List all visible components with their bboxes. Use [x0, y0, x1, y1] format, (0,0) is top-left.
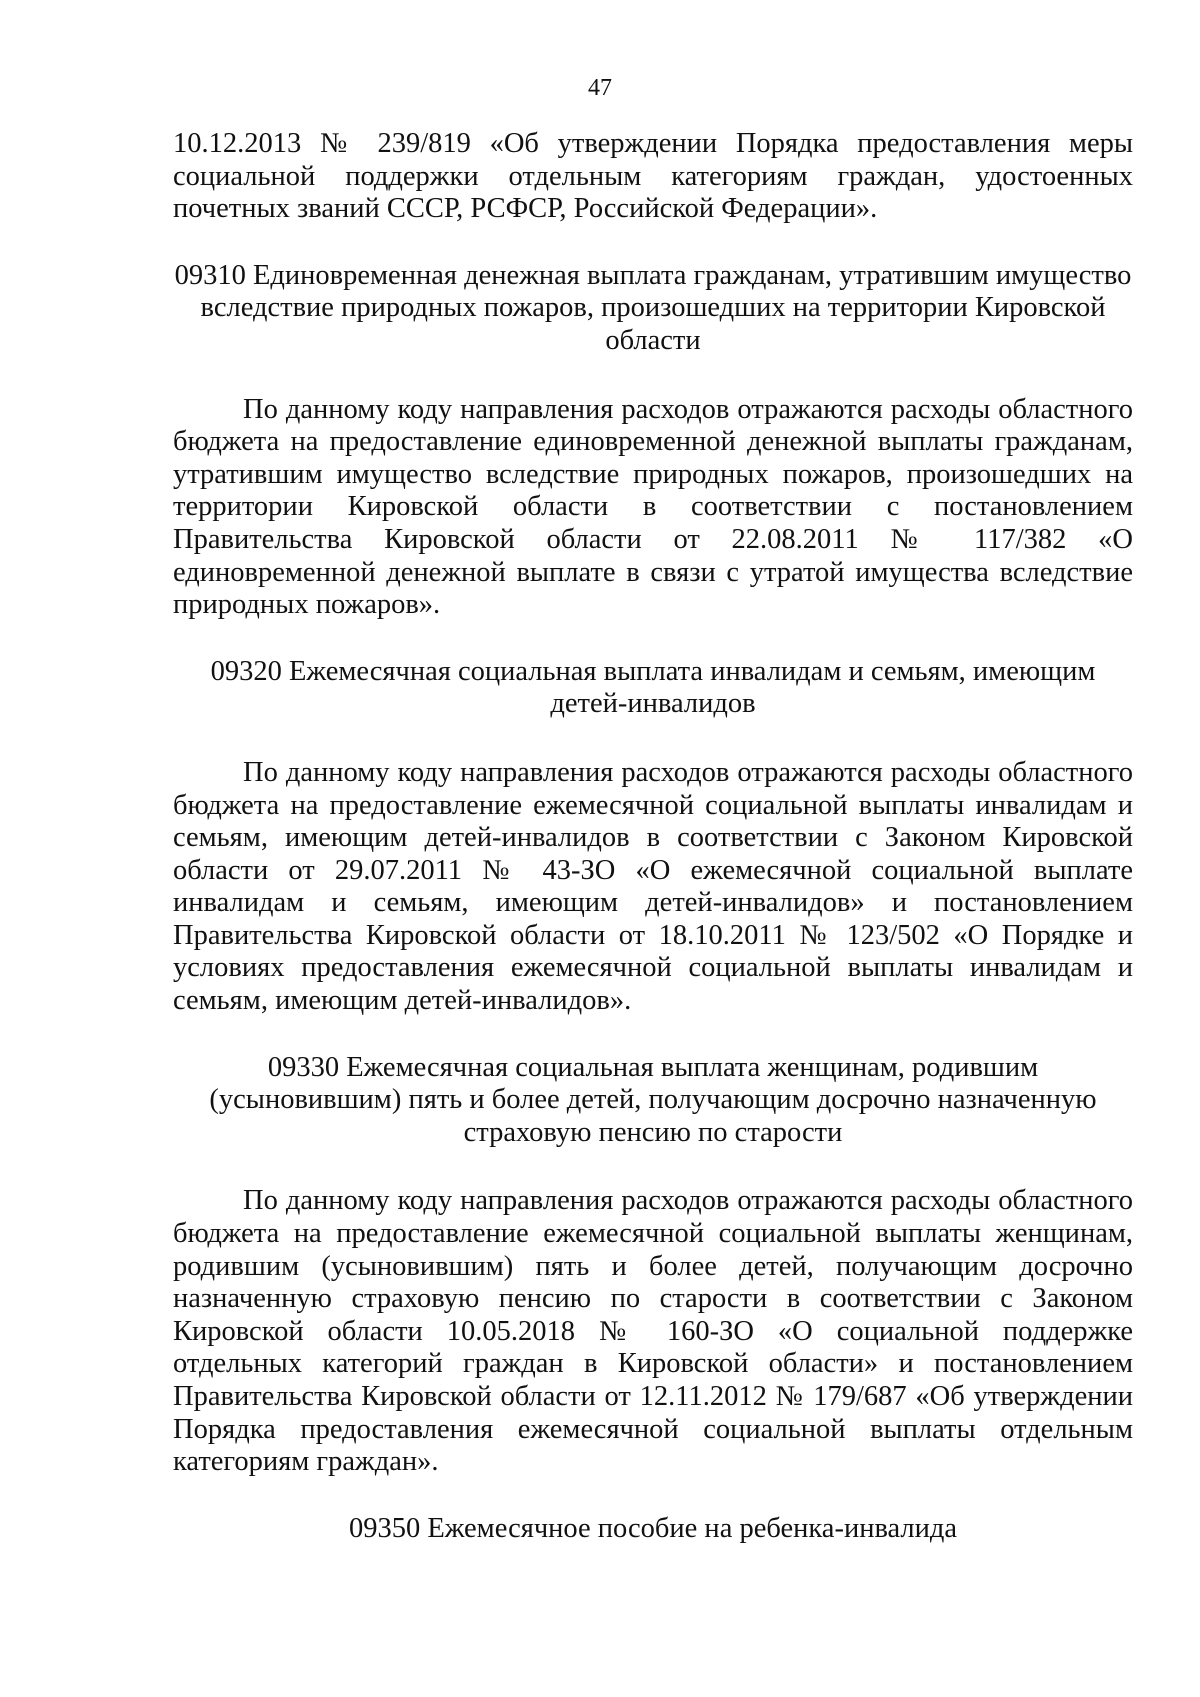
page-number: 47 — [588, 75, 612, 101]
section-heading-09330: 09330 Ежемесячная социальная выплата женщинам, родившим (усыновившим) пять и более детей, получающим досрочно назначенную страховую пенсию по старости — [209, 1051, 1097, 1148]
paragraph-09320: По данному коду направления расходов отражаются расходы областного бюджета на предоставление ежемесячной социальной выплаты инвалидам и семьям, имеющим детей-инвалидов в соответствии с Законом Кировской области от 29.07.2011 № 43-ЗО «О ежемесячной социальной выплате инвалидам и семьям, имеющим детей-инвалидов» и постановлением Правительства Кировской области от 18.10.2011 № 123/502 «О Порядке и условиях предоставления ежемесячной социальной выплаты инвалидам и семьям, имеющим детей-инвалидов». — [173, 756, 1133, 1017]
paragraph-09330: По данному коду направления расходов отражаются расходы областного бюджета на предоставление ежемесячной социальной выплаты женщинам, родившим (усыновившим) пять и более детей, получающим досрочно назначенную страховую пенсию по старости в соответствии с Законом Кировской области 10.05.2018 № 160-ЗО «О социальной поддержке отдельных категорий граждан в Кировской области» и постановлением Правительства Кировской области от 12.11.2012 № 179/687 «Об утверждении Порядка предоставления ежемесячной социальной выплаты отдельным категориям граждан». — [173, 1185, 1133, 1478]
paragraph-09310: По данному коду направления расходов отражаются расходы областного бюджета на предоставление единовременной денежной выплаты гражданам, утратившим имущество вследствие природных пожаров, произошедших на территории Кировской области в соответствии с постановлением Правительства Кировской области от 22.08.2011 № 117/382 «О единовременной денежной выплате в связи с утратой имущества вследствие природных пожаров». — [173, 393, 1133, 621]
paragraph-continuation: 10.12.2013 № 239/819 «Об утверждении Порядка предоставления меры социальной поддержки отдельным категориям граждан, удостоенных почетных званий СССР, РСФСР, Российской Федерации». — [173, 128, 1133, 225]
section-heading-09320: 09320 Ежемесячная социальная выплата инвалидам и семьям, имеющим детей-инвалидов — [210, 655, 1096, 720]
document-body — [173, 128, 1133, 1545]
section-heading-09350: 09350 Ежемесячное пособие на ребенка-инвалида — [348, 1512, 958, 1544]
section-heading-09310: 09310 Единовременная денежная выплата гражданам, утратившим имущество вследствие природных пожаров, произошедших на территории Кировской области — [174, 259, 1132, 356]
